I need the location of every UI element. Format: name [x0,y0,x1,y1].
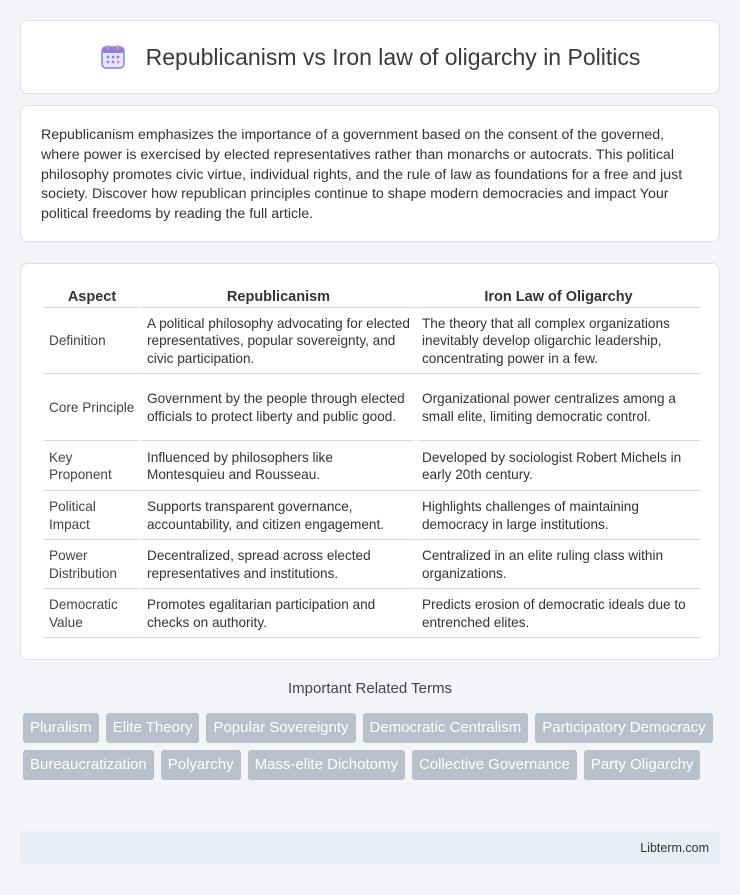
tag-bureaucratization[interactable]: Bureaucratization [23,750,154,780]
table-cell: Decentralized, spread across elected representatives and institutions. [142,540,415,589]
table-row [44,374,700,441]
comparison-card [20,263,720,660]
tag-party-oligarchy[interactable]: Party Oligarchy [584,750,701,780]
table-header-row [44,284,700,308]
table-row [44,491,700,540]
table-cell: Predicts erosion of democratic ideals due to entrenched elites. [417,589,700,638]
intro-text: Republicanism emphasizes the importance of a government based on the consent of the governed, where power is exercised by elected representatives rather than monarchs or autocrats. This political philosophy promotes civic virtue, individual rights, and the rule of law as foundations for a free and just society. Discover how republican principles continue to shape modern democracies and impact Your political freedoms by reading the full article. [41,127,683,223]
comparison-table [42,284,702,638]
table-cell-aspect: Definition [44,308,140,374]
table-cell: Centralized in an elite ruling class within organizations. [417,540,700,589]
column-header-iron-law: Iron Law of Oligarchy [417,284,700,308]
tag-pluralism[interactable]: Pluralism [23,713,99,743]
table-cell: Highlights challenges of maintaining democracy in large institutions. [417,491,700,540]
table-cell-aspect: Power Distribution [44,540,140,589]
tag-democratic-centralism[interactable]: Democratic Centralism [363,713,529,743]
column-header-aspect: Aspect [44,284,140,308]
calendar-icon [100,44,126,70]
tag-popular-sovereignty[interactable]: Popular Sovereignty [206,713,355,743]
footer [20,831,720,864]
table-cell-aspect: Key Proponent [44,441,140,491]
table-cell: Promotes egalitarian participation and checks on authority. [142,589,415,638]
tag-elite-theory[interactable]: Elite Theory [106,713,200,743]
table-row [44,540,700,589]
table-cell: The theory that all complex organizations inevitably develop oligarchic leadership, concentrating power in a few. [417,308,700,374]
table-row [44,308,700,374]
related-terms-title: Important Related Terms [288,680,452,697]
tag-collective-governance[interactable]: Collective Governance [412,750,577,780]
table-row [44,589,700,638]
footer-brand-link[interactable]: Libterm.com [640,840,709,855]
column-header-republicanism: Republicanism [142,284,415,308]
table-cell: Organizational power centralizes among a small elite, limiting democratic control. [417,374,700,441]
table-cell: A political philosophy advocating for elected representatives, popular sovereignty, and civic participation. [142,308,415,374]
intro-card [20,105,720,242]
table-cell: Supports transparent governance, accountability, and citizen engagement. [142,491,415,540]
page-title: Republicanism vs Iron law of oligarchy in Politics [145,43,641,70]
table-cell: Government by the people through elected officials to protect liberty and public good. [142,374,415,441]
tag-mass-elite-dichotomy[interactable]: Mass-elite Dichotomy [248,750,405,780]
table-row [44,441,700,491]
table-cell-aspect: Political Impact [44,491,140,540]
table-cell-aspect: Core Principle [44,374,140,441]
related-terms-list [23,713,723,787]
table-cell-aspect: Democratic Value [44,589,140,638]
tag-participatory-democracy[interactable]: Participatory Democracy [535,713,712,743]
table-cell: Developed by sociologist Robert Michels in early 20th century. [417,441,700,491]
tag-polyarchy[interactable]: Polyarchy [161,750,241,780]
table-cell: Influenced by philosophers like Montesquieu and Rousseau. [142,441,415,491]
header-card [20,20,720,94]
